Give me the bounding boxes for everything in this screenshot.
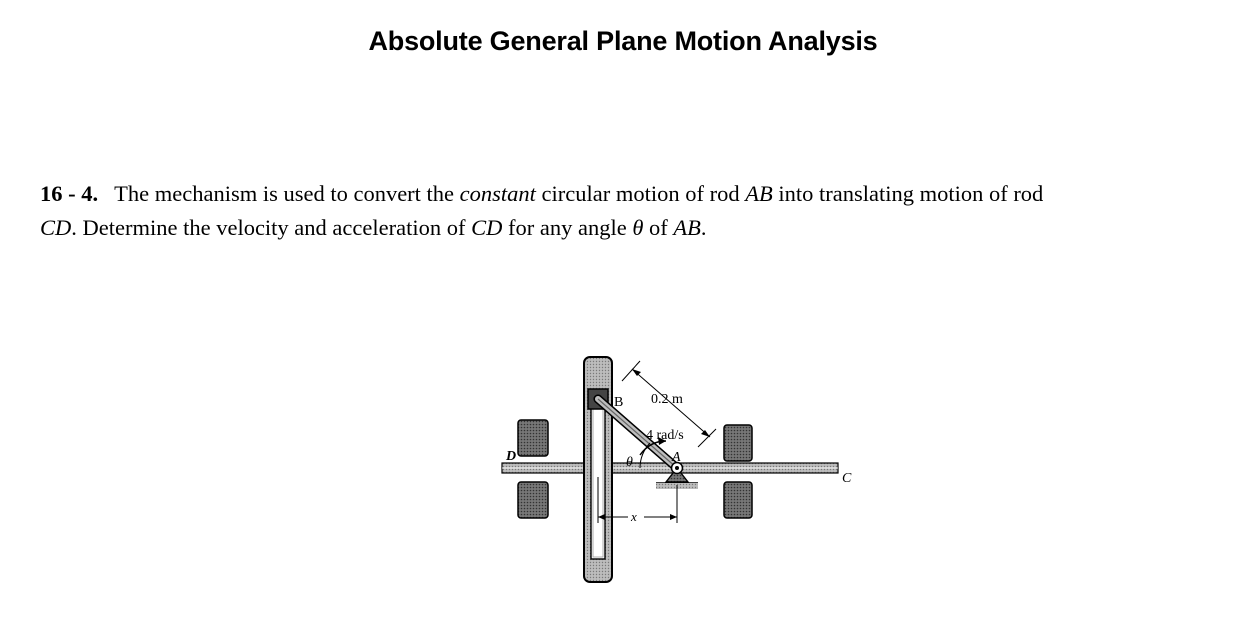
angular-speed-label: 4 rad/s — [646, 428, 684, 443]
problem-emphasis: θ — [632, 215, 644, 240]
label-b: B — [614, 395, 624, 410]
problem-text: The mechanism is used to convert the — [114, 181, 460, 206]
problem-text: . — [700, 215, 707, 240]
dimension-label: 0.2 m — [651, 392, 683, 407]
problem-text: for any angle — [502, 215, 633, 240]
mechanism-diagram — [490, 345, 860, 590]
problem-emphasis: CD — [471, 215, 503, 240]
problem-statement — [40, 177, 1220, 245]
problem-emphasis: CD — [40, 215, 72, 240]
problem-emphasis: AB — [745, 181, 773, 206]
problem-text: circular motion of rod — [535, 181, 746, 206]
page-title: Absolute General Plane Motion Analysis — [368, 26, 878, 56]
label-x: x — [631, 509, 637, 524]
mechanism-figure — [490, 345, 860, 590]
problem-text: . Determine the velocity and acceleration of — [71, 215, 472, 240]
label-theta: θ — [626, 455, 633, 470]
label-d: D — [506, 449, 517, 464]
label-a: A — [672, 450, 681, 465]
problem-emphasis: AB — [673, 215, 701, 240]
label-c: C — [842, 471, 852, 486]
problem-emphasis: constant — [459, 181, 536, 206]
problem-text: of — [643, 215, 674, 240]
problem-text: into translating motion of rod — [772, 181, 1044, 206]
problem-number: 16 - 4. — [40, 181, 99, 206]
